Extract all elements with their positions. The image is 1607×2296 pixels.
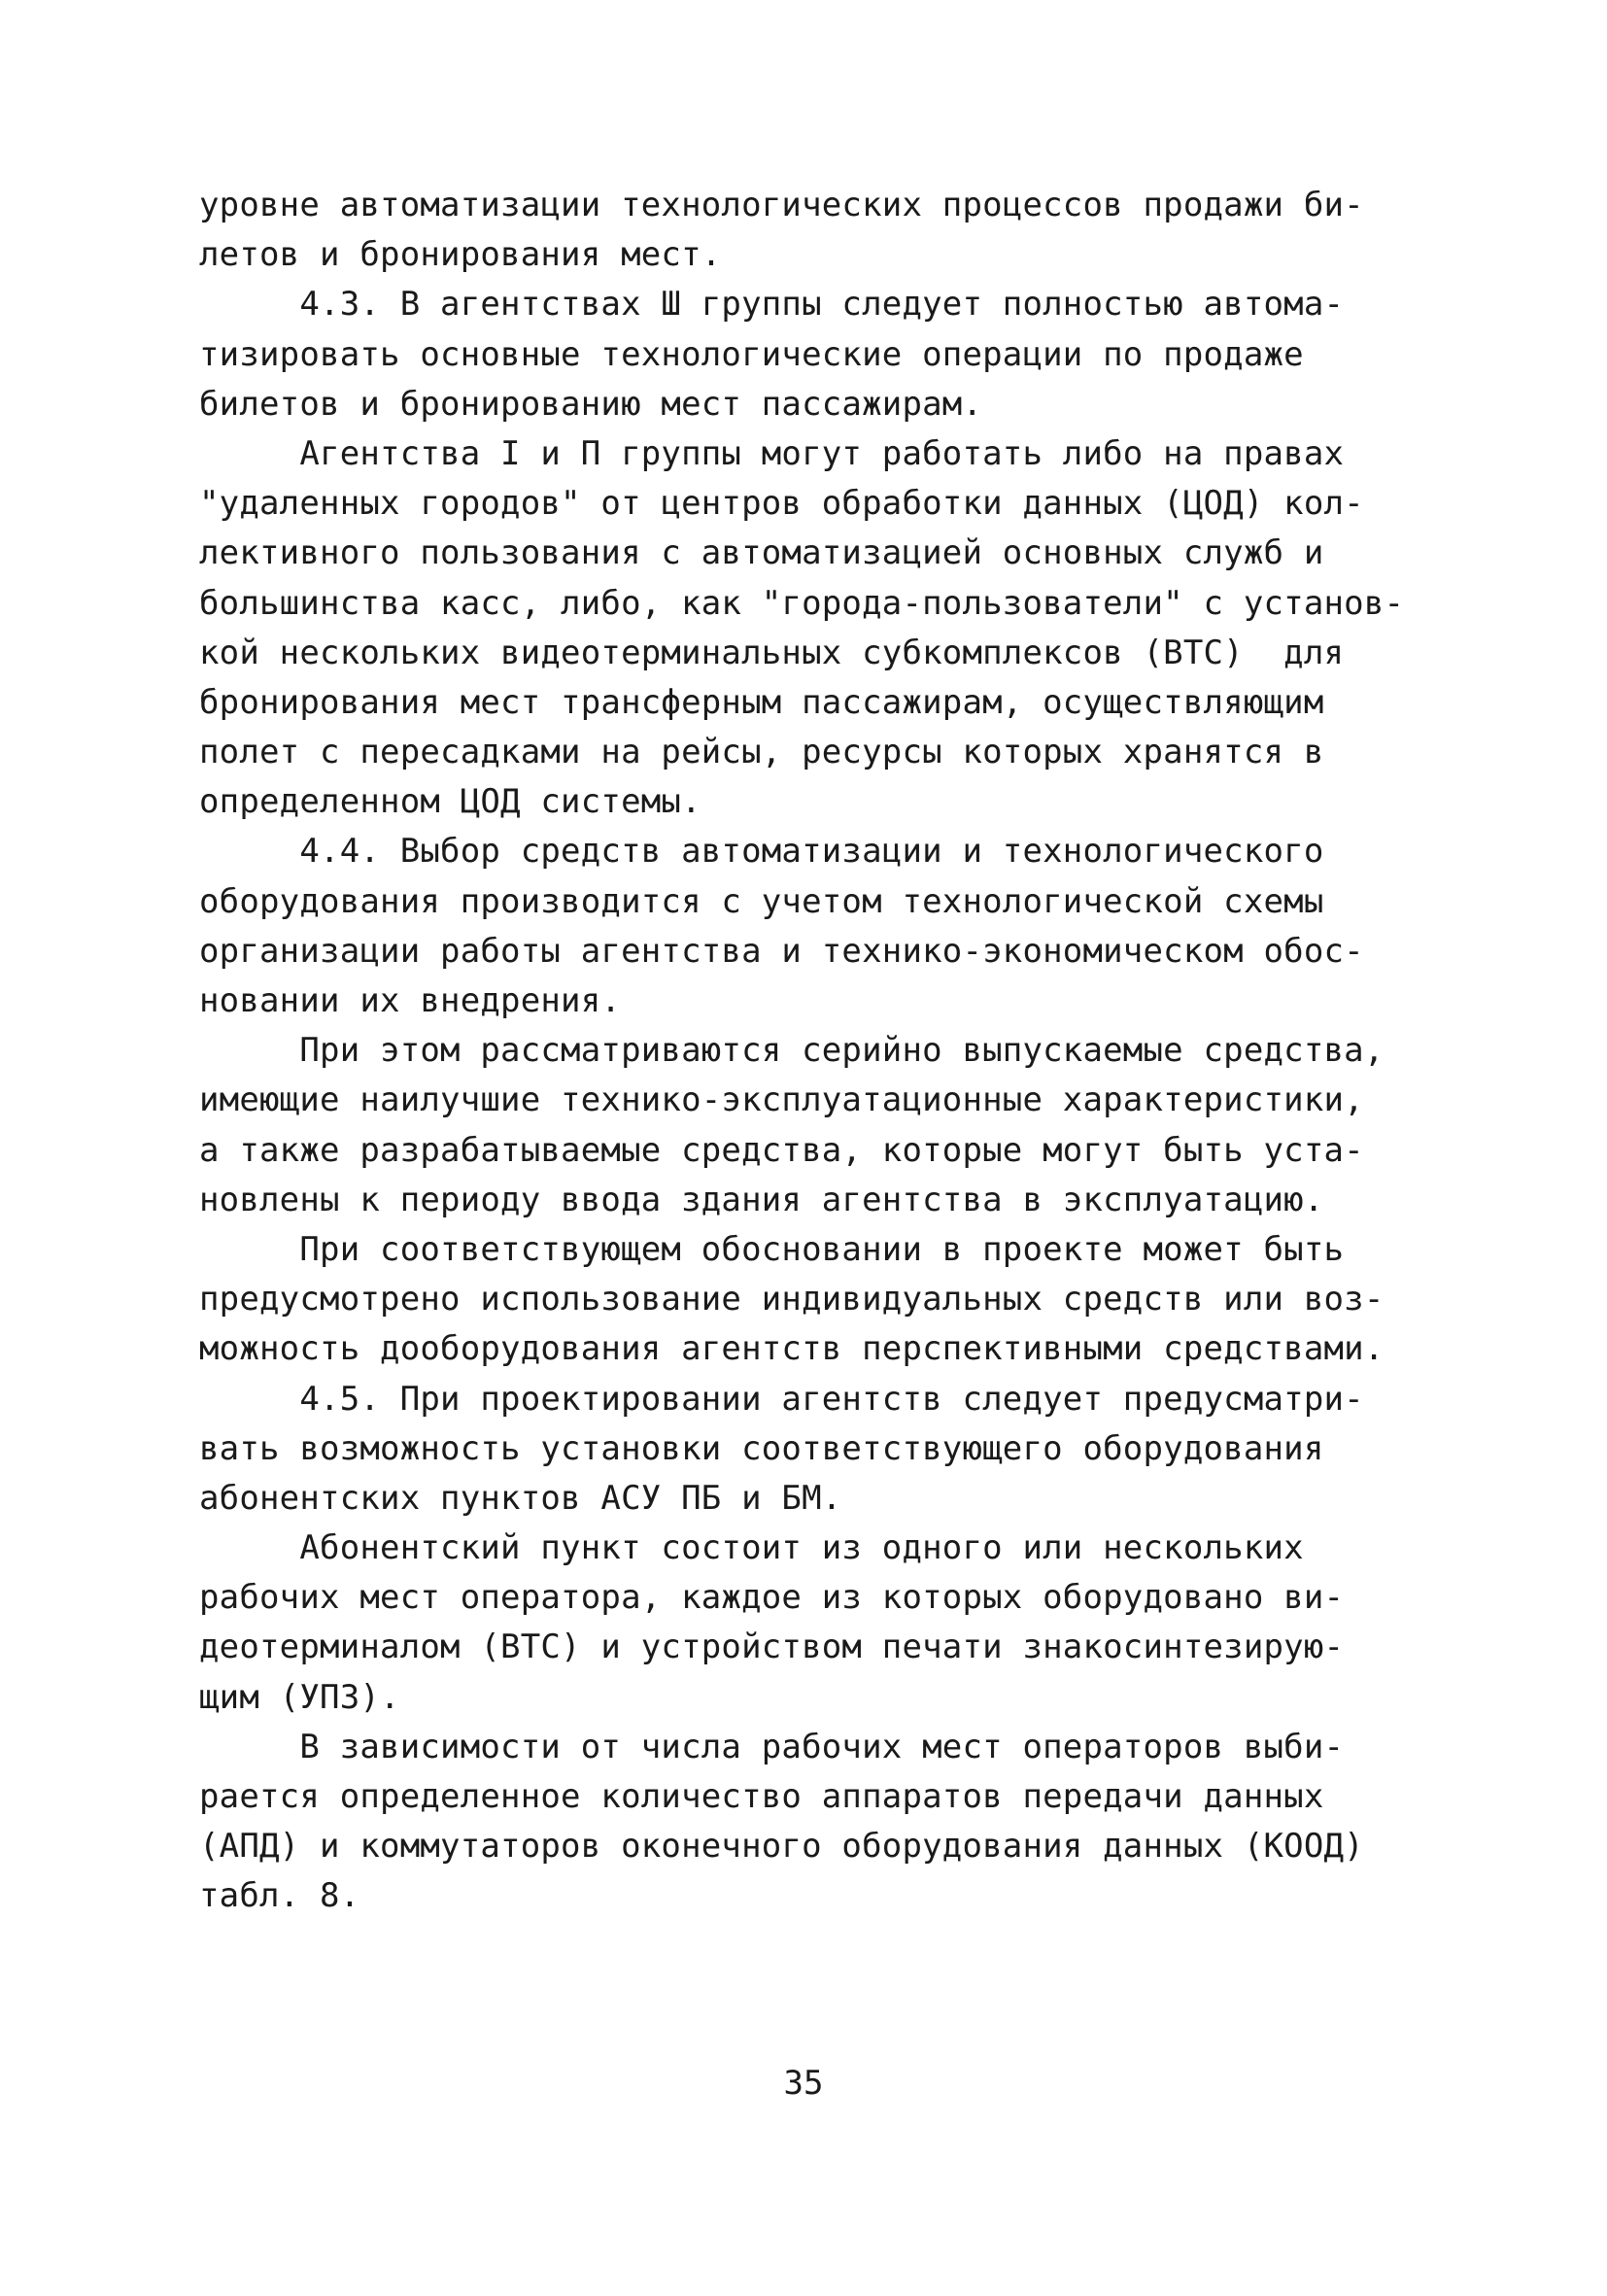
- body-text: [199, 181, 1433, 1922]
- text-line: новании их внедрения.: [199, 981, 622, 1020]
- text-line: летов и бронирования мест.: [199, 235, 722, 275]
- text-line: лективного пользования с автоматизацией основных служб и: [199, 533, 1324, 573]
- text-line: 4.5. При проектировании агентств следует предусматри-: [199, 1379, 1364, 1419]
- text-line: бронирования мест трансферным пассажирам, осуществляющим: [199, 682, 1324, 722]
- text-line: полет с пересадками на рейсы, ресурсы которых хранятся в: [199, 733, 1324, 772]
- text-line: табл. 8.: [199, 1876, 360, 1916]
- text-line: "удаленных городов" от центров обработки данных (ЦОД) кол-: [199, 484, 1364, 524]
- text-line: щим (УПЗ).: [199, 1677, 400, 1717]
- text-line: оборудования производится с учетом технологической схемы: [199, 881, 1324, 921]
- text-line: деотерминалом (ВТС) и устройством печати знакосинтезирую-: [199, 1628, 1345, 1667]
- text-line: новлены к периоду ввода здания агентства в эксплуатацию.: [199, 1180, 1324, 1219]
- text-line: уровне автоматизации технологических процессов продажи би-: [199, 186, 1364, 224]
- text-line: предусмотрено использование индивидуальных средств или воз-: [199, 1280, 1385, 1319]
- text-line: Абонентский пункт состоит из одного или нескольких: [199, 1528, 1304, 1568]
- text-line: абонентских пунктов АСУ ПБ и БМ.: [199, 1478, 842, 1518]
- page-number: 35: [783, 2064, 824, 2103]
- text-line: (АПД) и коммутаторов оконечного оборудования данных (КООД): [199, 1827, 1364, 1867]
- text-line: При этом рассматриваются серийно выпускаемые средства,: [199, 1031, 1385, 1071]
- text-line: организации работы агентства и технико-экономическом обос-: [199, 931, 1364, 971]
- text-line: тизировать основные технологические операции по продаже: [199, 334, 1304, 374]
- text-line: определенном ЦОД системы.: [199, 782, 701, 822]
- text-line: Агентства I и П группы могут работать либо на правах: [199, 433, 1345, 473]
- text-line: билетов и бронированию мест пассажирам.: [199, 384, 983, 424]
- text-line: имеющие наилучшие технико-эксплуатационные характеристики,: [199, 1080, 1364, 1120]
- text-line: В зависимости от числа рабочих мест операторов выби-: [199, 1727, 1345, 1766]
- text-line: вать возможность установки соответствующего оборудования: [199, 1428, 1324, 1468]
- text-line: рается определенное количество аппаратов передачи данных: [199, 1777, 1324, 1816]
- text-line: При соответствующем обосновании в проекте может быть: [199, 1229, 1345, 1269]
- text-line: кой нескольких видеотерминальных субкомплексов (ВТС) для: [199, 633, 1345, 672]
- text-line: 4.3. В агентствах Ш группы следует полностью автома-: [199, 285, 1345, 325]
- text-line: а также разрабатываемые средства, которые могут быть уста-: [199, 1130, 1364, 1170]
- text-line: рабочих мест оператора, каждое из которых оборудовано ви-: [199, 1578, 1345, 1618]
- text-line: можность дооборудования агентств перспективными средствами.: [199, 1329, 1385, 1369]
- text-line: большинства касс, либо, как "города-пользователи" с установ-: [199, 583, 1405, 623]
- text-line: 4.4. Выбор средств автоматизации и технологического: [199, 832, 1324, 872]
